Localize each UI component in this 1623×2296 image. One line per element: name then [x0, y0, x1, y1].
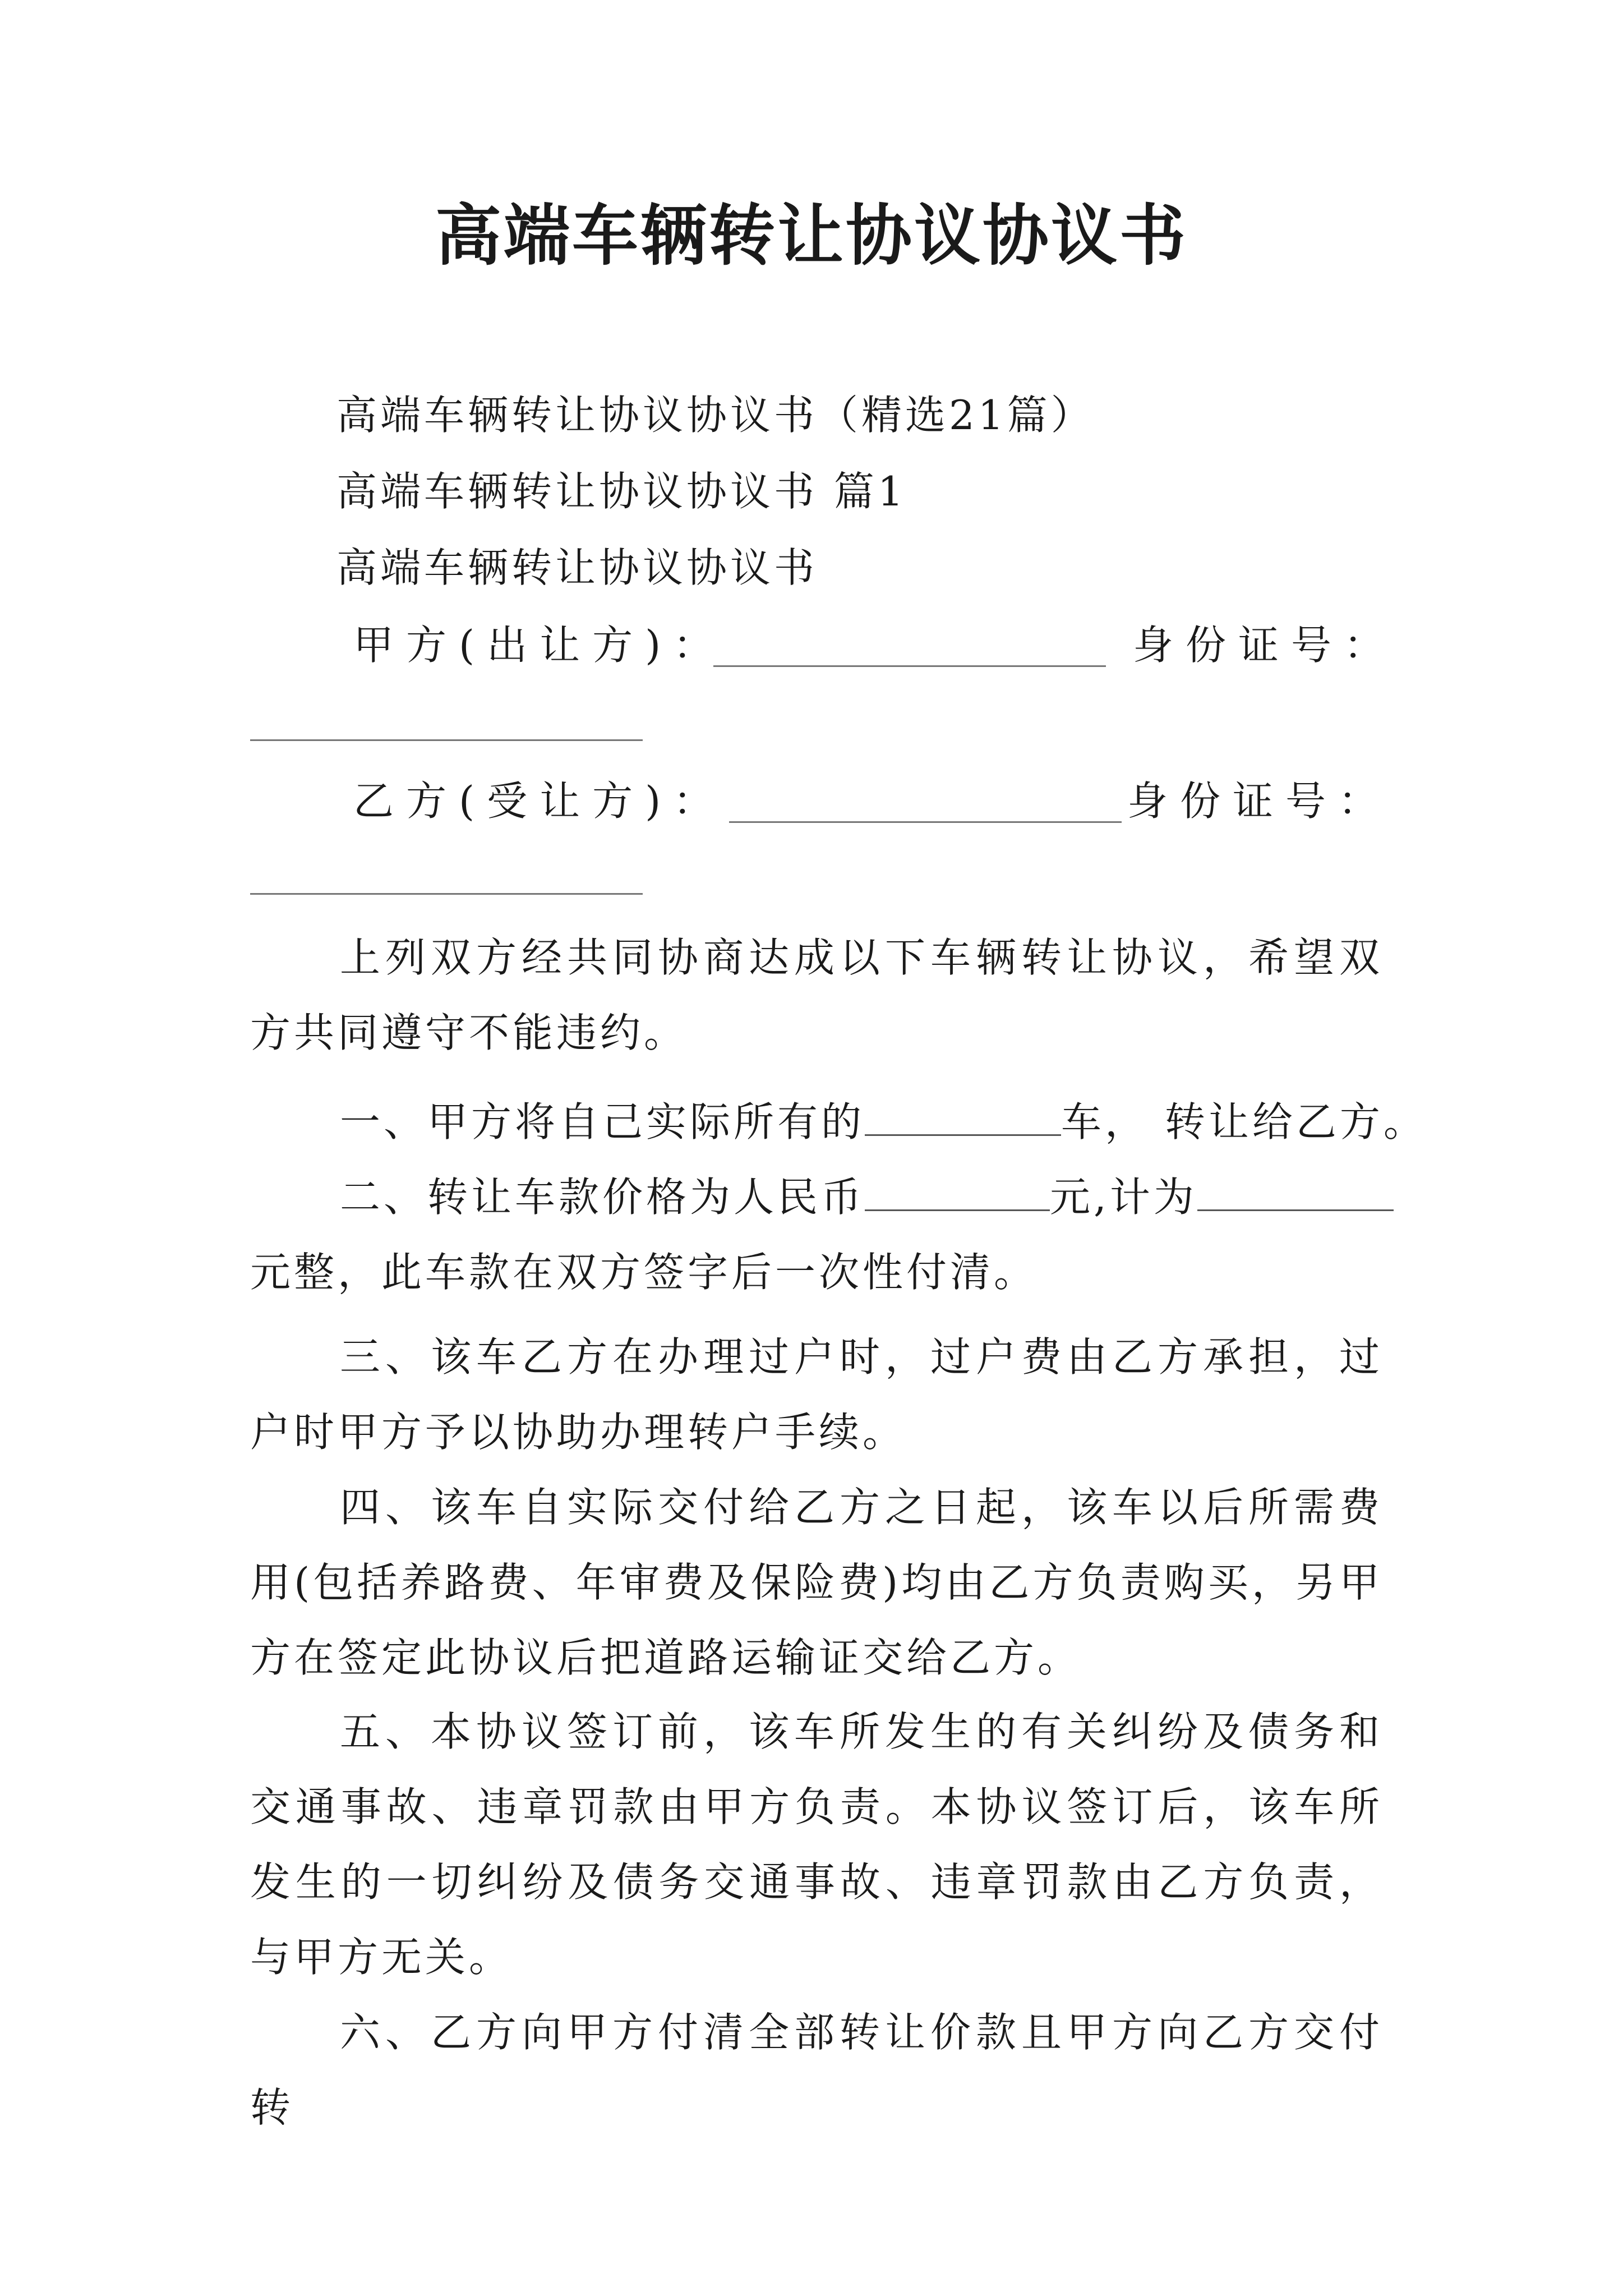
- party-a-label: 甲方(出让方)：: [353, 622, 726, 669]
- price-blank[interactable]: [865, 1176, 1050, 1211]
- intro-paragraph: 上列双方经共同协商达成以下车辆转让协议，希望双方共同遵守不能违约。: [250, 934, 1383, 1056]
- clause-2-text-b: 元,计为: [1050, 1174, 1197, 1221]
- clause-1-text-a: 一、甲方将自己实际所有的: [340, 1098, 865, 1145]
- party-b-name-blank[interactable]: [729, 821, 1122, 823]
- clause-5: 五、本协议签订前，该车所发生的有关纠纷及债务和交通事故、违章罚款由甲方负责。本协议签订后，该车所发生的一切纠纷及债务交通事故、违章罚款由乙方负责，与甲方无关。: [250, 1708, 1383, 1981]
- party-b-id-label: 身份证号：: [1127, 777, 1391, 825]
- clause-4: 四、该车自实际交付给乙方之日起，该车以后所需费用(包括养路费、年审费及保险费)均由乙方负责购买，另甲方在签定此协议后把道路运输证交给乙方。: [250, 1484, 1383, 1681]
- clause-1-text-b: 车， 转让给乙方。: [1061, 1098, 1427, 1145]
- document-title: 高端车辆转让协议协议书: [435, 196, 1188, 274]
- clause-2-line-1: [340, 1169, 1394, 1225]
- clause-6: 六、乙方向甲方付清全部转让价款且甲方向乙方交付转: [250, 2009, 1383, 2131]
- party-a-name-blank[interactable]: [713, 665, 1106, 667]
- article-title: 高端车辆转让协议协议书: [336, 544, 818, 591]
- clause-3: 三、该车乙方在办理过户时，过户费由乙方承担，过户时甲方予以协助办理转户手续。: [250, 1333, 1383, 1456]
- party-b-label: 乙方(受让方)：: [353, 777, 726, 825]
- vehicle-blank[interactable]: [865, 1101, 1061, 1136]
- party-a-id-label: 身份证号：: [1133, 622, 1397, 669]
- clause-2-text-c: 元整，此车款在双方签字后一次性付清。: [250, 1249, 1038, 1296]
- clause-2-text-a: 二、转让车款价格为人民币: [340, 1174, 865, 1221]
- party-b-id-blank[interactable]: [250, 893, 643, 895]
- party-a-id-blank[interactable]: [250, 739, 643, 741]
- clause-1: [340, 1094, 1427, 1150]
- price-words-blank[interactable]: [1197, 1176, 1394, 1211]
- article-heading: 高端车辆转让协议协议书 篇1: [336, 468, 907, 515]
- subtitle: 高端车辆转让协议协议书（精选21篇）: [336, 392, 1095, 439]
